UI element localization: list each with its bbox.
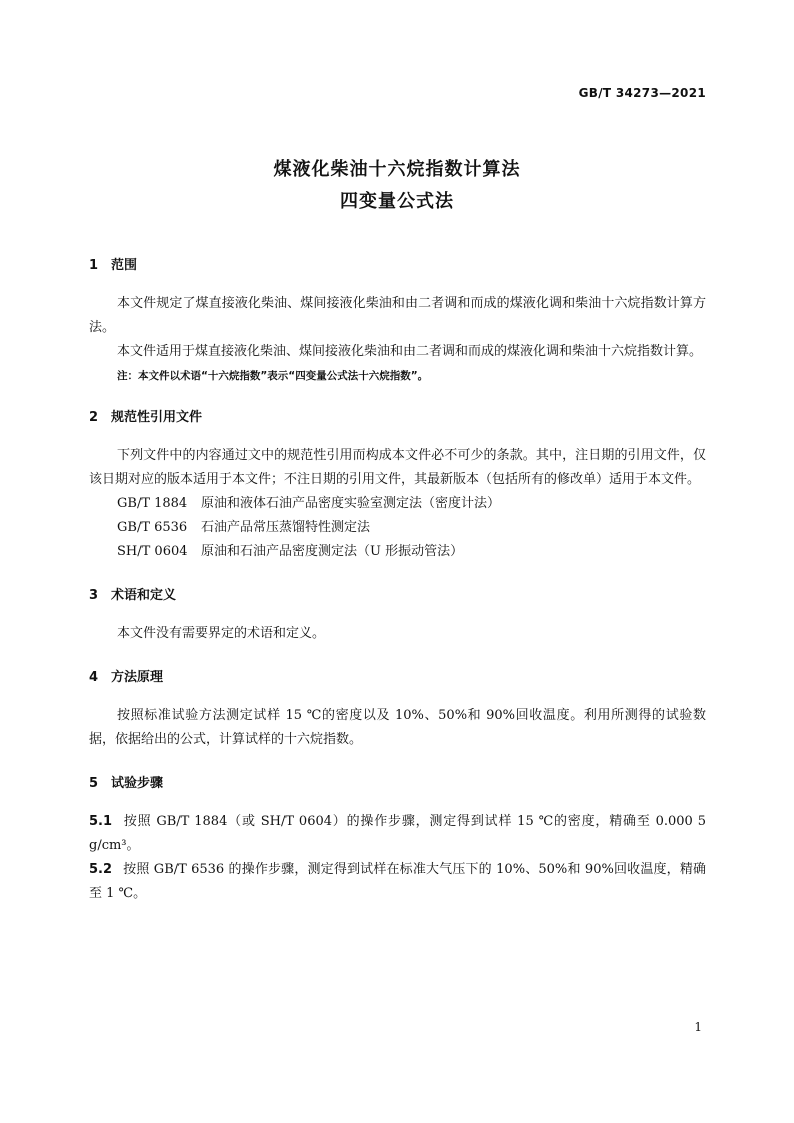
section-number: 2 xyxy=(89,410,99,425)
section-number: 5 xyxy=(89,776,99,791)
section-heading-procedure xyxy=(89,774,706,794)
reference-title: 石油产品常压蒸馏特性测定法 xyxy=(201,520,371,535)
reference-item xyxy=(89,540,706,564)
subclause-text: 按照 GB/T 6536 的操作步骤，测定得到试样在标准大气压下的 10%、50%和 90%回收温度，精确至 1 ℃。 xyxy=(89,862,706,901)
section-heading-normative-references xyxy=(89,408,706,428)
document-body xyxy=(89,256,706,906)
reference-code: GB/T 6536 xyxy=(117,520,188,535)
subclause xyxy=(89,858,706,906)
note: 注：本文件以术语“十六烷指数”表示“四变量公式法十六烷指数”。 xyxy=(117,370,429,382)
reference-title: 原油和石油产品密度测定法（U 形振动管法） xyxy=(201,544,464,559)
section-title: 规范性引用文件 xyxy=(111,410,203,425)
reference-code: SH/T 0604 xyxy=(117,544,188,559)
page-number: 1 xyxy=(694,1020,702,1034)
reference-item xyxy=(89,492,706,516)
subclause xyxy=(89,810,706,858)
section-title: 试验步骤 xyxy=(111,776,164,791)
section-number: 3 xyxy=(89,588,99,603)
title-line-1: 煤液化柴油十六烷指数计算法 xyxy=(273,159,521,180)
paragraph: 本文件适用于煤直接液化柴油、煤间接液化柴油和由二者调和而成的煤液化调和柴油十六烷指数计算。 xyxy=(117,344,703,359)
section-heading-scope xyxy=(89,256,706,276)
paragraph: 本文件规定了煤直接液化柴油、煤间接液化柴油和由二者调和而成的煤液化调和柴油十六烷指数计算方法。 xyxy=(89,296,706,335)
section-title: 方法原理 xyxy=(111,670,164,685)
subclause-text: 按照 GB/T 1884（或 SH/T 0604）的操作步骤，测定得到试样 15 ℃的密度，精确至 0.000 5 g/cm³。 xyxy=(89,814,706,853)
subclause-number: 5.1 xyxy=(89,814,113,829)
document-title xyxy=(0,154,794,218)
section-number: 4 xyxy=(89,670,99,685)
subclause-number: 5.2 xyxy=(89,862,113,877)
reference-title: 原油和液体石油产品密度实验室测定法（密度计法） xyxy=(201,496,501,511)
reference-code: GB/T 1884 xyxy=(117,496,188,511)
paragraph: 按照标准试验方法测定试样 15 ℃的密度以及 10%、50%和 90%回收温度。利用所测得的试验数据，依据给出的公式，计算试样的十六烷指数。 xyxy=(89,708,706,747)
standard-number: GB/T 34273—2021 xyxy=(578,86,706,100)
section-title: 范围 xyxy=(111,258,138,273)
paragraph: 本文件没有需要界定的术语和定义。 xyxy=(117,626,326,641)
title-line-2: 四变量公式法 xyxy=(340,191,454,212)
paragraph: 下列文件中的内容通过文中的规范性引用而构成本文件必不可少的条款。其中，注日期的引用文件，仅该日期对应的版本适用于本文件；不注日期的引用文件，其最新版本（包括所有的修改单）适用于本文件。 xyxy=(89,448,706,487)
section-title: 术语和定义 xyxy=(111,588,177,603)
reference-item xyxy=(89,516,706,540)
section-heading-principle xyxy=(89,668,706,688)
section-heading-terms xyxy=(89,586,706,606)
section-number: 1 xyxy=(89,258,99,273)
